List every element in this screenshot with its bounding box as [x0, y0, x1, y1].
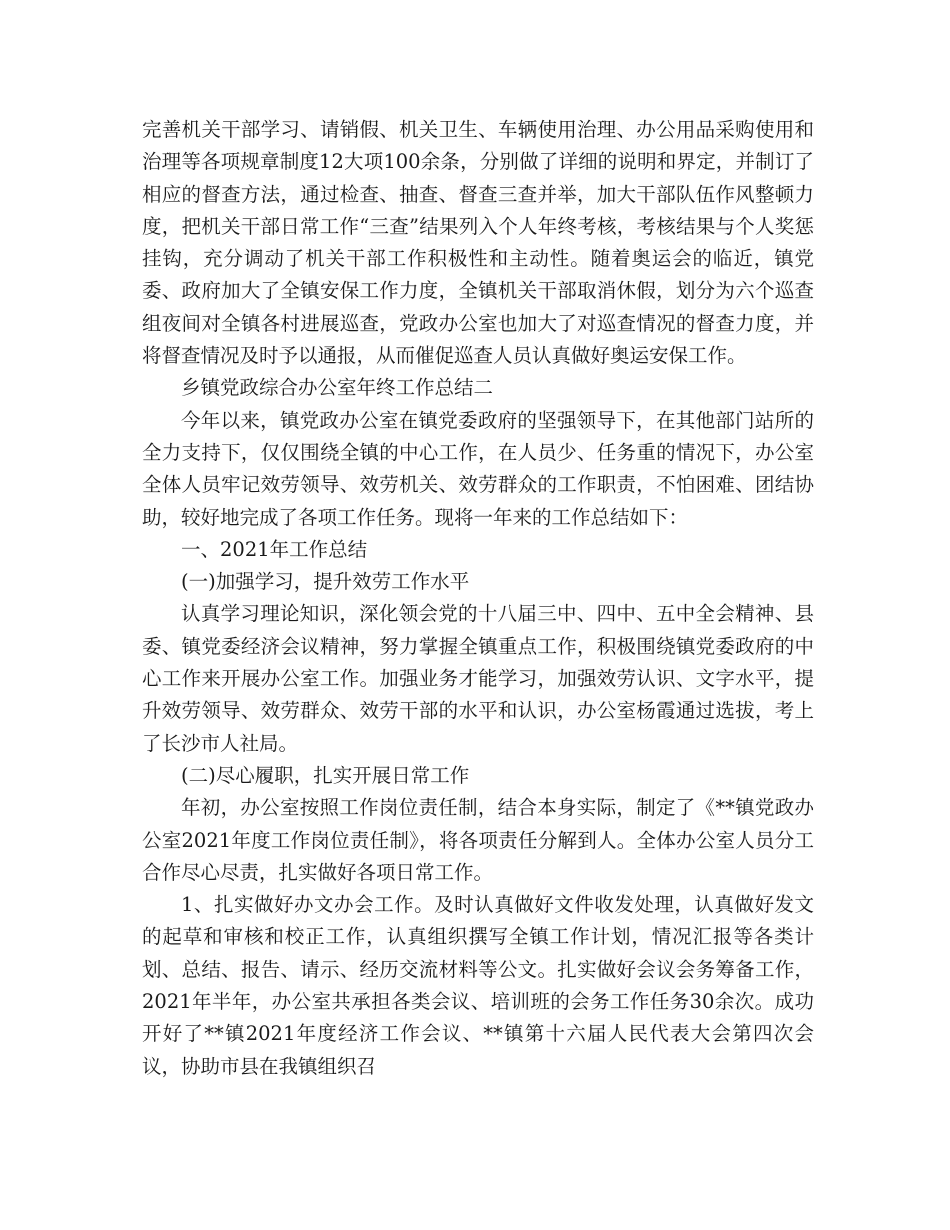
- paragraph-study: 认真学习理论知识，深化领会党的十八届三中、四中、五中全会精神、县委、镇党委经济会议精神，努力掌握全镇重点工作，积极围绕镇党委政府的中心工作来开展办公室工作。加强业务才能学习，加强效劳认识、文字水平，提升效劳领导、效劳群众、效劳干部的水平和认识，办公室杨霞通过选拔，考上了长沙市人社局。: [142, 602, 814, 755]
- section-heading-summary-two: 乡镇党政综合办公室年终工作总结二: [181, 376, 494, 400]
- paragraph-responsibility: 年初，办公室按照工作岗位责任制，结合本身实际，制定了《**镇党政办公室2021年度工作岗位责任制》，将各项责任分解到人。全体办公室人员分工合作尽心尽责，扎实做好各项日常工作。: [142, 796, 814, 884]
- paragraph-documents-meetings: 1、扎实做好办文办会工作。及时认真做好文件收发处理，认真做好发文的起草和审核和校正工作，认真组织撰写全镇工作计划，情况汇报等各类计划、总结、报告、请示、经历交流材料等公文。扎实做好会议会务筹备工作，2021年半年，办公室共承担各类会议、培训班的会务工作任务30余次。成功开好了**镇2021年度经济工作会议、**镇第十六届人民代表大会第四次会议，协助市县在我镇组织召: [142, 893, 814, 1078]
- subheading-daily-work: (二)尽心履职，扎实开展日常工作: [181, 763, 470, 787]
- paragraph-intro: 今年以来，镇党政办公室在镇党委政府的坚强领导下，在其他部门站所的全力支持下，仅仅围绕全镇的中心工作，在人员少、任务重的情况下，办公室全体人员牢记效劳领导、效劳机关、效劳群众的工作职责，不怕困难、团结协助，较好地完成了各项工作任务。现将一年来的工作总结如下：: [142, 408, 814, 529]
- heading-2021-summary: 一、2021年工作总结: [181, 537, 368, 561]
- subheading-strengthen-study: (一)加强学习，提升效劳工作水平: [181, 570, 470, 594]
- document-body: [142, 114, 814, 1083]
- paragraph-rules-continuation: 完善机关干部学习、请销假、机关卫生、车辆使用治理、办公用品采购使用和治理等各项规章制度12大项100余条，分别做了详细的说明和界定，并制订了相应的督查方法，通过检查、抽查、督查三查并举，加大干部队伍作风整顿力度，把机关干部日常工作“三查”结果列入个人年终考核，考核结果与个人奖惩挂钩，充分调动了机关干部工作积极性和主动性。随着奥运会的临近，镇党委、政府加大了全镇安保工作力度，全镇机关干部取消休假，划分为六个巡查组夜间对全镇各村进展巡查，党政办公室也加大了对巡查情况的督查力度，并将督查情况及时予以通报，从而催促巡查人员认真做好奥运安保工作。: [142, 118, 814, 368]
